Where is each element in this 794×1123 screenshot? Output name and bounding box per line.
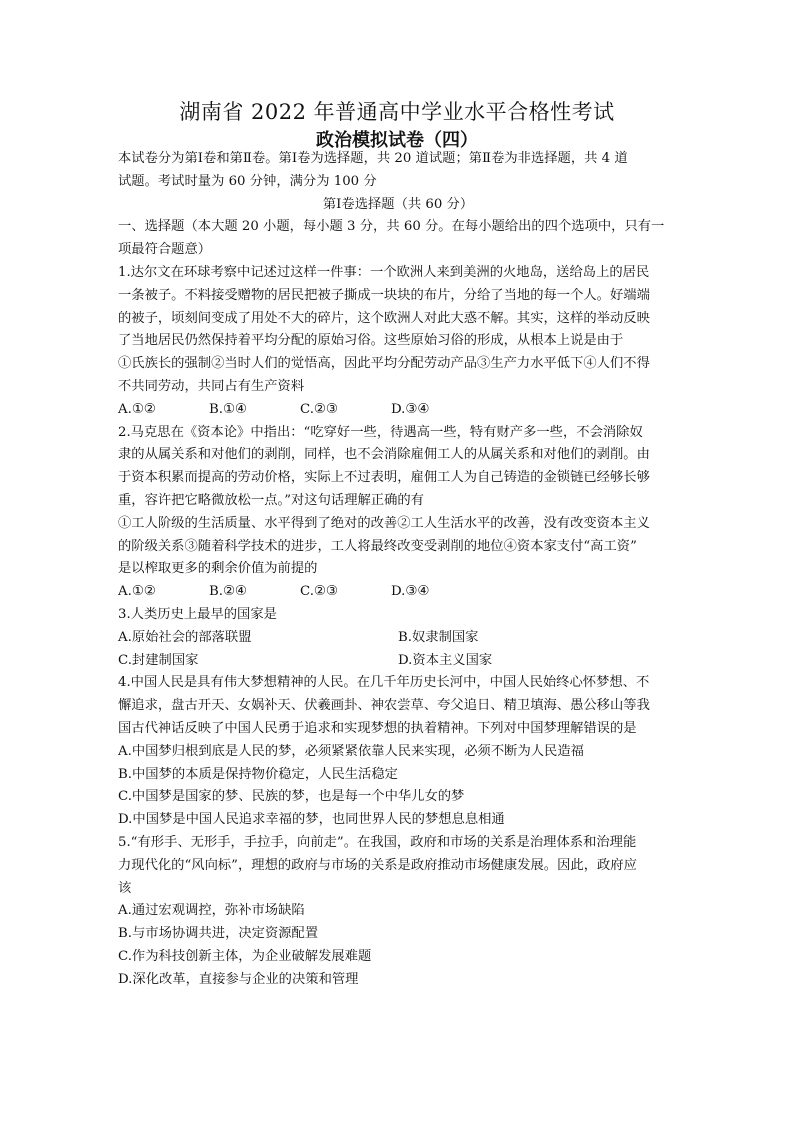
option-d: D.③④: [391, 401, 430, 417]
option-a: A.通过宏观调控，弥补市场缺陷: [118, 903, 305, 919]
section-title: 第Ⅰ卷选择题（共 60 分）: [322, 196, 474, 212]
question-text: 了当地居民仍然保持着平均分配的原始习俗。这些原始习俗的形成，从根本上说是由于: [118, 333, 624, 349]
question-4: [118, 672, 678, 832]
option-d: D.③④: [391, 584, 430, 600]
option-c: C.②③: [300, 584, 338, 600]
option-b: B.②④: [209, 584, 247, 600]
question-text: 一条被子。不料接受赠物的居民把被子撕成一块块的布片，分给了当地的每一个人。好端端: [118, 287, 650, 303]
question-text: 懈追求，盘古开天、女娲补天、伏羲画卦、神农尝草、夸父追日、精卫填海、愚公移山等我: [118, 698, 650, 714]
question-1: [118, 262, 678, 422]
exam-body: [118, 148, 678, 991]
intro-line: 试题。考试时量为 60 分钟，满分为 100 分: [118, 173, 377, 189]
exam-title: 湖南省 2022 年普通高中学业水平合格性考试: [179, 100, 615, 124]
answer-options: [118, 581, 678, 604]
question-text: 2.马克思在《资本论》中指出：“吃穿好一些，待遇高一些，特有财产多一些，不会消除奴: [118, 424, 643, 440]
section-instruction: 项最符合题意）: [118, 242, 212, 258]
question-text: 不共同劳动，共同占有生产资料: [118, 378, 305, 394]
question-text: 的被子，顷刻间变成了用处不大的碎片，这个欧洲人对此大惑不解。其实，这样的举动反映: [118, 310, 650, 326]
option-b: B.中国梦的本质是保持物价稳定，人民生活稳定: [118, 766, 398, 782]
question-text: ①工人阶级的生活质量、水平得到了绝对的改善②工人生活水平的改善，没有改变资本主义: [118, 515, 650, 531]
question-5: [118, 832, 678, 992]
question-text: 1.达尔文在环球考察中记述过这样一件事：一个欧洲人来到美洲的火地岛，送给岛上的居民: [118, 264, 650, 280]
question-text: 国古代神话反映了中国人民勇于追求和实现梦想的执着精神。下列对中国梦理解错误的是: [118, 720, 637, 736]
question-text: 于资本积累而提高的劳动价格，实际上不过表明，雇佣工人为自己铸造的金锁链已经够长够: [118, 470, 650, 486]
question-text: ①氏族长的强制②当时人们的觉悟高，因此平均分配劳动产品③生产力水平低下④人们不得: [118, 356, 650, 372]
intro-line: 本试卷分为第Ⅰ卷和第Ⅱ卷。第Ⅰ卷为选择题，共 20 道试题；第Ⅱ卷为非选择题，共 4 道: [118, 151, 628, 166]
option-c: C.中国梦是国家的梦、民族的梦，也是每一个中华儿女的梦: [118, 789, 465, 805]
option-d: D.资本主义国家: [398, 652, 493, 668]
question-text: 隶的从属关系和对他们的剥削，同样，也不会消除雇佣工人的从属关系和对他们的剥削。由: [118, 447, 650, 463]
option-c: C.②③: [300, 401, 338, 417]
question-text: 4.中国人民是具有伟大梦想精神的人民。在几千年历史长河中，中国人民始终心怀梦想、不: [118, 675, 650, 691]
option-d: D.深化改革，直接参与企业的决策和管理: [118, 971, 359, 987]
answer-options: [118, 627, 678, 673]
question-text: 5.“有形手、无形手，手拉手，向前走”。在我国，政府和市场的关系是治理体系和治理能: [118, 834, 637, 850]
option-b: B.与市场协调共进，决定资源配置: [118, 926, 319, 942]
option-c: C.作为科技创新主体，为企业破解发展难题: [118, 948, 372, 964]
option-c: C.封建制国家: [118, 652, 199, 668]
question-text: 是以榨取更多的剩余价值为前提的: [118, 561, 318, 577]
option-d: D.中国梦是中国人民追求幸福的梦，也同世界人民的梦想息息相通: [118, 812, 505, 828]
question-text: 重，容许把它略微放松一点。”对这句话理解正确的有: [118, 492, 424, 508]
answer-options: [118, 399, 678, 422]
question-2: [118, 422, 678, 604]
option-b: B.①④: [209, 401, 247, 417]
exam-subtitle: 政治模拟试卷（四）: [316, 130, 478, 151]
option-a: A.①②: [118, 401, 156, 417]
question-text: 3.人类历史上最早的国家是: [118, 606, 277, 622]
option-a: A.原始社会的部落联盟: [118, 629, 252, 645]
option-b: B.奴隶制国家: [398, 629, 479, 645]
section-instruction: 一、选择题（本大题 20 小题，每小题 3 分，共 60 分。在每小题给出的四个选项中，只有一: [118, 219, 665, 235]
option-a: A.中国梦归根到底是人民的梦，必须紧紧依靠人民来实现，必须不断为人民造福: [118, 743, 584, 759]
question-3: [118, 604, 678, 672]
question-text: 力现代化的“风向标”，理想的政府与市场的关系是政府推动市场健康发展。因此，政府应: [118, 857, 637, 873]
option-a: A.①②: [118, 584, 156, 600]
question-text: 的阶级关系③随着科学技术的进步，工人将最终改变受剥削的地位④资本家支付“高工资”: [118, 538, 637, 554]
question-text: 该: [118, 880, 132, 896]
